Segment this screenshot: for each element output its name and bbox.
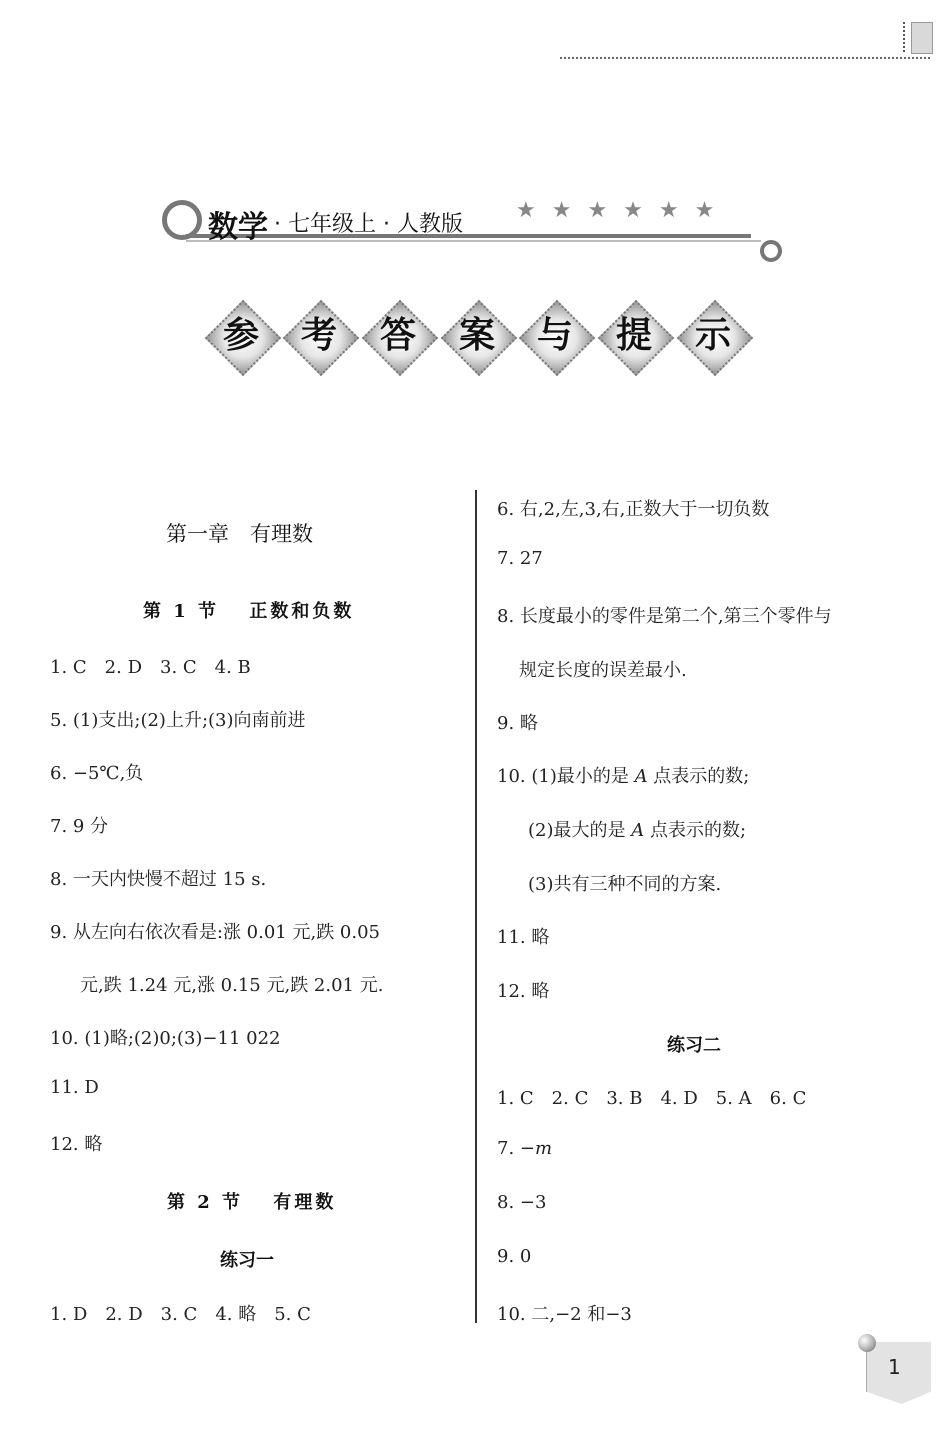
header-dotted-rule <box>560 57 930 59</box>
answer-line: 元,跌 1.24 元,涨 0.15 元,跌 2.01 元. <box>80 975 384 996</box>
grade-edition: · 七年级上 · 人教版 <box>274 212 463 237</box>
answer-line: 1. C 2. D 3. C 4. B <box>50 657 251 678</box>
title-char: 与 <box>536 315 573 356</box>
variable: m <box>534 1138 553 1159</box>
answer-line: 10. 二,−2 和−3 <box>497 1304 632 1325</box>
title-diamond <box>675 298 751 374</box>
answer-line: 8. 长度最小的零件是第二个,第三个零件与 <box>497 606 832 627</box>
answer-line: 10. (1)略;(2)0;(3)−11 022 <box>50 1028 281 1049</box>
practice-heading: 练习一 <box>220 1250 274 1271</box>
section-heading: 第 2 节 有理数 <box>167 1192 337 1213</box>
title-char: 示 <box>694 315 731 356</box>
answer-line: 9. 0 <box>497 1246 532 1267</box>
title-diamond <box>439 298 515 374</box>
point-variable: A <box>634 766 648 787</box>
answer-line: 7. 27 <box>497 548 543 569</box>
answer-line: 1. D 2. D 3. C 4. 略 5. C <box>50 1304 311 1325</box>
book-title-banner <box>162 196 787 266</box>
answer-line: 1. C 2. C 3. B 4. D 5. A 6. C <box>497 1088 807 1109</box>
title-char: 提 <box>615 315 652 356</box>
answer-text: (2)最大的是 <box>528 820 632 841</box>
answer-line: 9. 从左向右依次看是:涨 0.01 元,跌 0.05 <box>50 922 381 943</box>
title-diamond <box>281 298 357 374</box>
answer-line <box>497 1138 552 1159</box>
corner-tab-block <box>911 22 933 54</box>
title-char: 答 <box>379 315 416 356</box>
answer-line: 12. 略 <box>50 1134 103 1155</box>
title-diamond <box>596 298 672 374</box>
title-char: 案 <box>458 315 495 356</box>
answer-line <box>528 816 746 842</box>
answer-line: 5. (1)支出;(2)上升;(3)向南前进 <box>50 710 306 731</box>
banner-rule <box>186 234 751 238</box>
banner-rule-shadow <box>186 240 761 242</box>
answer-line: 8. 一天内快慢不超过 15 s. <box>50 869 267 890</box>
answer-text: 点表示的数; <box>644 820 747 841</box>
answer-line: 12. 略 <box>497 981 550 1002</box>
answer-line <box>497 762 749 788</box>
chapter-title: 第一章 有理数 <box>166 522 313 546</box>
section-heading: 第 1 节 正数和负数 <box>143 601 355 622</box>
answer-text: 点表示的数; <box>647 766 750 787</box>
answer-line: 6. −5℃,负 <box>50 763 144 784</box>
title-char: 考 <box>300 315 337 356</box>
subject-title: 数学 <box>208 210 268 245</box>
column-divider <box>475 490 477 1323</box>
answer-line: 6. 右,2,左,3,右,正数大于一切负数 <box>497 499 770 520</box>
star-row-icon: ★★★★★★ <box>516 198 731 223</box>
answer-line: 9. 略 <box>497 713 538 734</box>
answer-line: 规定长度的误差最小. <box>519 660 687 681</box>
page-number: 1 <box>888 1355 901 1379</box>
title-diamond <box>360 298 436 374</box>
answer-title <box>203 298 763 378</box>
answer-line: 11. D <box>50 1077 99 1098</box>
answer-line: 7. 9 分 <box>50 816 109 837</box>
corner-dotted-mark <box>903 22 905 52</box>
title-diamond <box>203 298 279 374</box>
answer-text: 7. − <box>497 1138 535 1159</box>
title-char: 参 <box>222 315 259 356</box>
ball-ornament-icon <box>858 1334 876 1352</box>
point-variable: A <box>631 820 645 841</box>
answer-text: 10. (1)最小的是 <box>497 766 635 787</box>
practice-heading: 练习二 <box>667 1035 721 1056</box>
ring-ornament-right <box>760 240 782 262</box>
title-diamond <box>517 298 593 374</box>
answer-line: 11. 略 <box>497 927 550 948</box>
answer-line: (3)共有三种不同的方案. <box>528 874 722 895</box>
answer-line: 8. −3 <box>497 1192 547 1213</box>
